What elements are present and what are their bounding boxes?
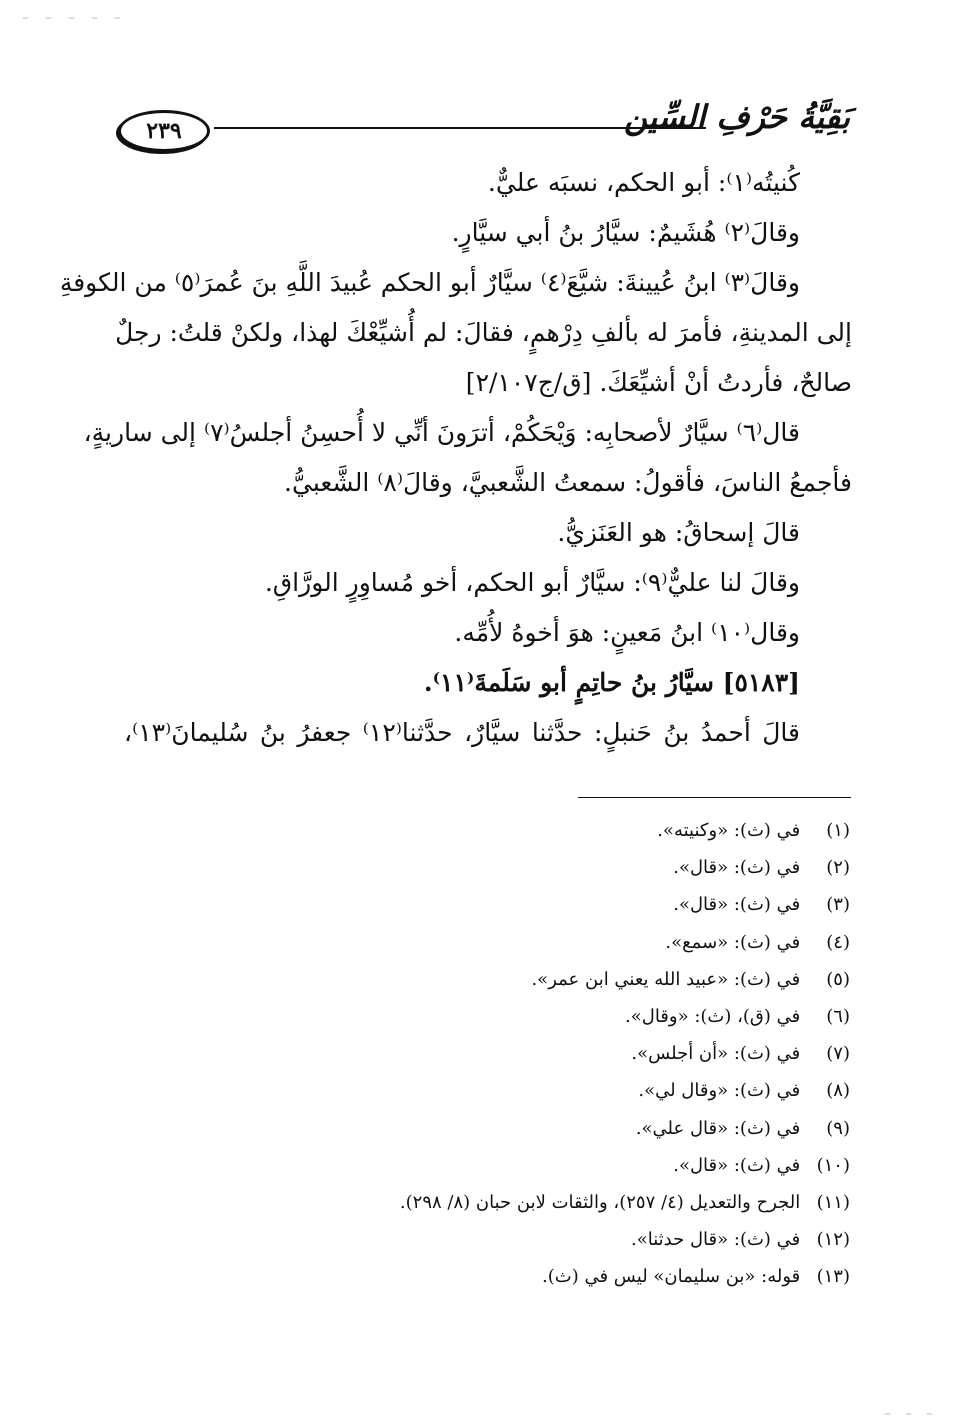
footnote [150,1072,850,1109]
footnote-number: (٨) [826,1080,850,1102]
scan-dash-marks-bottom: ––– [884,1406,947,1422]
text-line: وقال⁽١٠⁾ ابنُ مَعينٍ: هوَ أخوهُ لأُمِّه. [454,618,800,647]
footnote [150,812,850,849]
footnote-text: في (ق)، (ث): «وقال». [625,1006,801,1028]
footnote [150,1035,850,1072]
page-number: ٢٣٩ [146,118,182,144]
footnote [150,1258,850,1295]
text-line: إلى المدينةِ، فأمرَ له بألفِ دِرْهمٍ، فقالَ: لم أُشيِّعْكَ لهذا، ولكنْ قلتُ: رجلٌ [115,318,852,347]
text-line: قال⁽٦⁾ سيَّارٌ لأصحابِه: وَيْحَكُمْ، أترَونَ أنِّي لا أُحسِنُ أجلسُ⁽٧⁾ إلى ساريةٍ، [83,418,800,447]
footnote-text: في (ث): «وقال لي». [638,1080,801,1102]
footnote-number: (٦) [826,1006,850,1028]
footnote-number: (٤) [826,931,850,953]
footnote-text: قوله: «بن سليمان» ليس في (ث). [542,1266,801,1288]
footnote-text: في (ث): «عبيد الله يعني ابن عمر». [531,968,801,990]
footnote-text: في (ث): «قال حدثنا». [631,1229,801,1251]
footnote-number: (١٠) [816,1154,850,1176]
footnote-number: (٣) [826,894,850,916]
footnote-number: (١) [826,820,850,841]
footnote-text: في (ث): «قال». [673,1154,801,1176]
footnote [150,1184,850,1221]
footnote [150,1110,850,1147]
text-line: وقالَ⁽٢⁾ هُشَيمٌ: سيَّارُ بنُ أبي سيَّارٍ. [451,218,800,247]
footnote-text: في (ث): «قال علي». [635,1117,801,1139]
footnote [150,1147,850,1184]
text-line: فأجمعُ الناسَ، فأقولُ: سمعتُ الشَّعبيَّ، وقالَ⁽٨⁾ الشَّعبيُّ. [284,468,852,497]
text-line: وقالَ لنا عليٌّ⁽٩⁾: سيَّارٌ أبو الحكم، أخو مُساوِرٍ الورَّاقِ. [264,568,800,597]
footnote-number: (٢) [826,857,850,879]
footnotes [150,812,850,1296]
footnote-number: (٧) [826,1043,850,1065]
page-header [118,98,850,152]
footnote-text: في (ث): «وكنيته». [657,820,801,841]
running-title: بَقِيَّةُ حَرْفِ السِّين [624,98,850,136]
footnote [150,886,850,923]
footnote-separator [578,797,851,798]
text-line: قالَ أحمدُ بنُ حَنبلٍ: حدَّثنا سيَّارٌ، حدَّثنا⁽١٢⁾ جعفرُ بنُ سُليمانَ⁽١٣⁾، [124,718,800,747]
footnote-number: (٩) [826,1117,850,1139]
footnote-number: (١٣) [816,1266,850,1288]
footnote-text: في (ث): «أن أجلس». [631,1043,801,1065]
footnote-number: (١٢) [816,1229,850,1251]
page-number-badge [118,110,210,152]
footnote [150,924,850,961]
footnote [150,961,850,998]
footnote-text: في (ث): «قال». [673,894,801,916]
text-line: وقالَ⁽٣⁾ ابنُ عُيينةَ: شيَّعَ⁽٤⁾ سيَّارٌ أبو الحكم عُبيدَ اللَّهِ بنَ عُمرَ⁽٥⁾ من الكوفةِ [59,268,800,297]
main-text [59,158,852,758]
text-line: صالحٌ، فأردتُ أنْ أشيِّعَكَ. [ق/ج٢/١٠٧] [465,368,852,397]
footnote [150,1221,850,1258]
text-line: قالَ إسحاقُ: هو العَنَزيُّ. [557,518,800,547]
scan-dash-marks: ––––– [22,10,137,26]
footnote-text: الجرح والتعديل (٤/ ٢٥٧)، والثقات لابن حبان (٨/ ٢٩٨). [399,1192,801,1214]
footnote-number: (٥) [826,968,850,990]
footnote-number: (١١) [816,1192,850,1214]
text-line: كُنيتُه⁽١⁾: أبو الحكم، نسبَه عليٌّ. [487,168,800,197]
footnote [150,998,850,1035]
footnote [150,849,850,886]
entry-heading: [٥١٨٣] سيَّارُ بنُ حاتِمٍ أبو سَلَمةَ⁽١١⁾. [423,668,800,697]
footnote-text: في (ث): «قال». [673,857,801,879]
footnote-text: في (ث): «سمع». [665,931,801,953]
